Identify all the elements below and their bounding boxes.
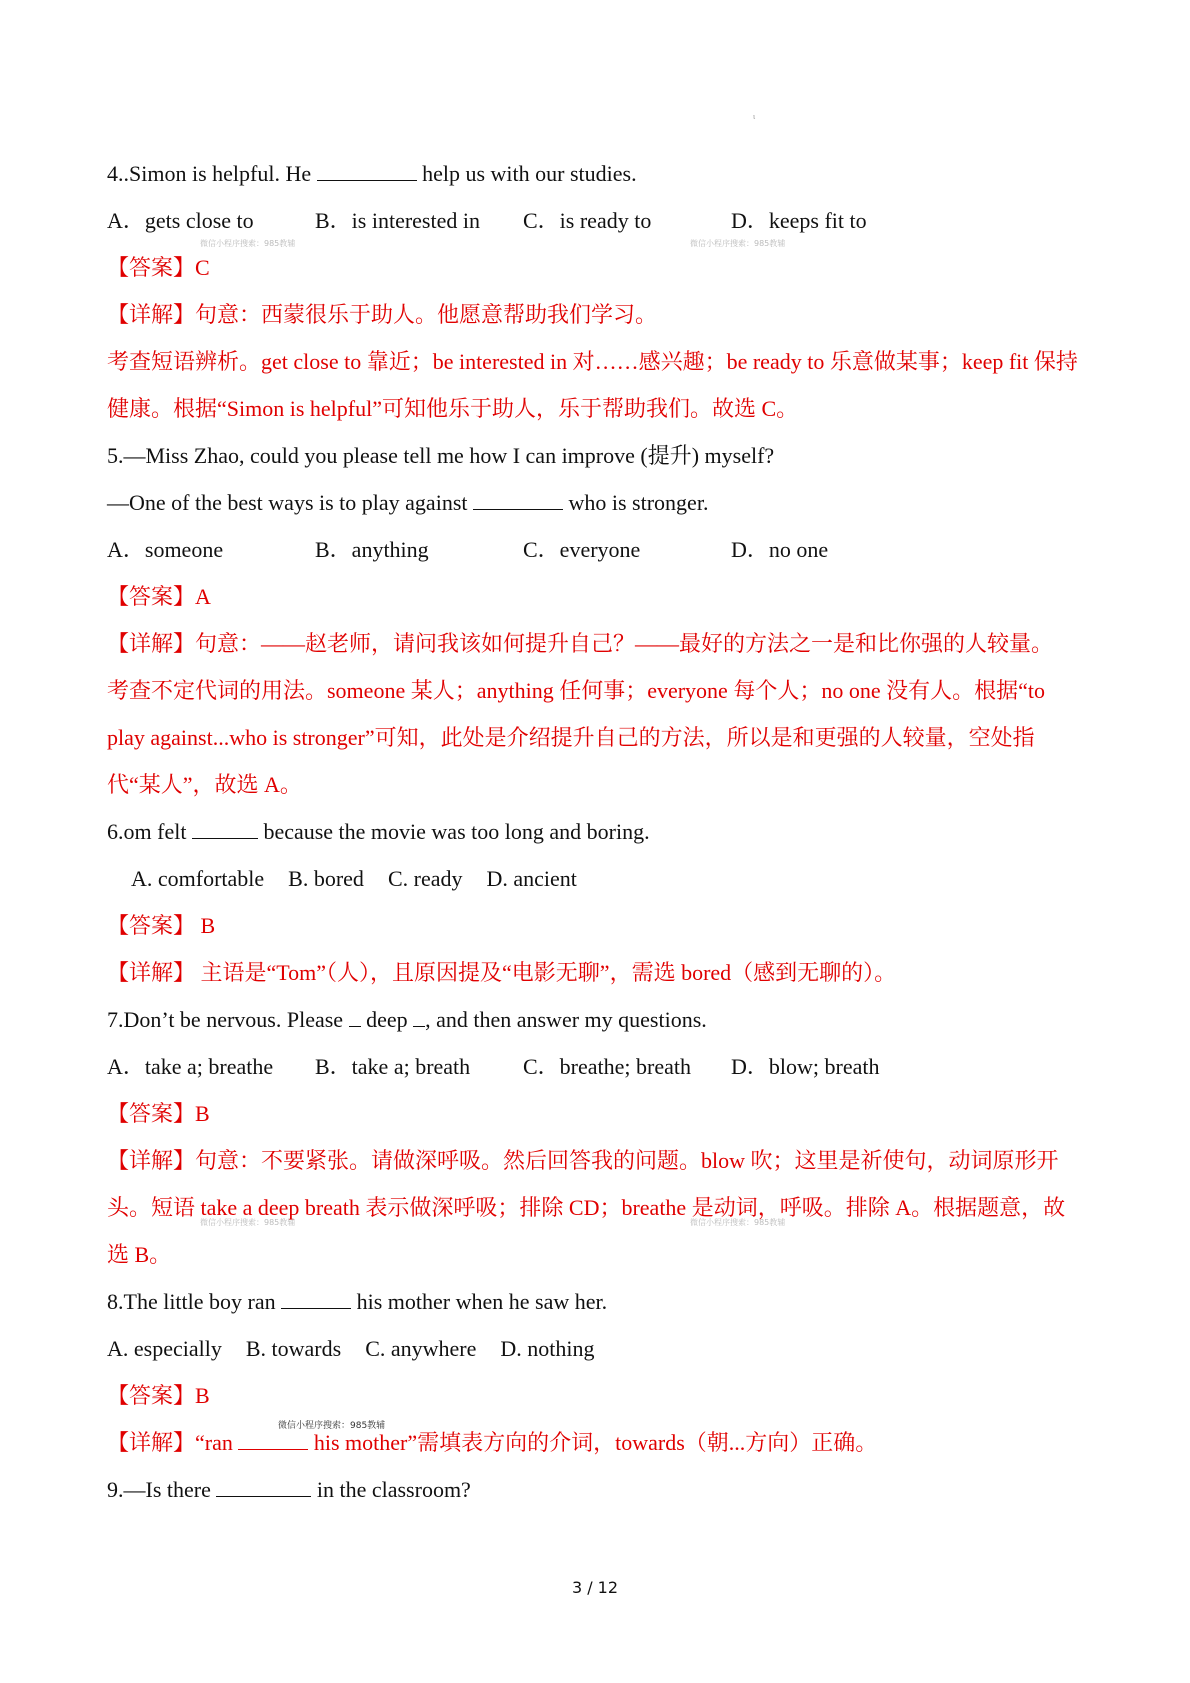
q5-stem-reply: —One of the best ways is to play against who is stronger. xyxy=(107,490,709,515)
answer-blank xyxy=(192,820,258,839)
q6-answer: 【答案】 B xyxy=(107,913,216,938)
option-b: B. bored xyxy=(288,866,364,891)
answer-blank xyxy=(281,1290,351,1309)
q4-answer: 【答案】C xyxy=(107,255,210,280)
scan-mark: ι xyxy=(753,112,756,121)
option-d: D．blow; breath xyxy=(731,1054,880,1079)
option-a: A. comfortable xyxy=(131,866,265,891)
option-d: D．keeps fit to xyxy=(731,208,867,233)
option-d: D. ancient xyxy=(486,866,577,891)
q6-detail: 【详解】 主语是“Tom”（人），且原因提及“电影无聊”，需选 bored（感到无聊的）。 xyxy=(107,960,897,985)
q4-options xyxy=(107,197,1087,244)
q7-options xyxy=(107,1043,1087,1090)
q8-detail: 【详解】“ran his mother”需填表方向的介词，towards（朝...方向）正确。 xyxy=(107,1430,878,1455)
option-c: C. anywhere xyxy=(365,1336,477,1361)
q5-analysis: 考查不定代词的用法。someone 某人；anything 任何事；everyone 每个人；no one 没有人。根据“to play against...who is stronger”可知，此处是介绍提升自己的方法，所以是和更强的人较量，空处指代“某人”，故选 A。 xyxy=(107,678,1045,797)
q5-options xyxy=(107,526,1087,573)
q6-options xyxy=(107,855,1087,902)
option-b: B．take a; breath xyxy=(315,1054,471,1079)
option-b: B．anything xyxy=(315,537,429,562)
q6-stem: 6.om felt because the movie was too long and boring. xyxy=(107,819,650,844)
q4-analysis: 考查短语辨析。get close to 靠近；be interested in 对……感兴趣；be ready to 乐意做某事；keep fit 保持健康。根据“Simon is helpful”可知他乐于助人，乐于帮助我们。故选 C。 xyxy=(107,349,1078,421)
answer-blank xyxy=(349,1008,361,1027)
question-content xyxy=(107,150,1087,1513)
answer-blank xyxy=(317,162,417,181)
q7-stem: 7.Don’t be nervous. Please deep , and then answer my questions. xyxy=(107,1007,707,1032)
answer-blank xyxy=(413,1008,425,1027)
watermark: 微信小程序搜索：985教辅 xyxy=(200,1218,296,1227)
q8-stem: 8.The little boy ran his mother when he saw her. xyxy=(107,1289,608,1314)
watermark: 微信小程序搜索：985教辅 xyxy=(278,1421,386,1431)
q8-answer: 【答案】B xyxy=(107,1383,210,1408)
option-c: C. ready xyxy=(387,866,463,891)
option-c: C．breathe; breath xyxy=(523,1054,691,1079)
watermark: 微信小程序搜索：985教辅 xyxy=(200,239,296,248)
q7-answer: 【答案】B xyxy=(107,1101,210,1126)
watermark: 微信小程序搜索：985教辅 xyxy=(690,239,786,248)
q5-detail: 【详解】句意：——赵老师，请问我该如何提升自己？——最好的方法之一是和比你强的人较量。 xyxy=(107,631,1054,656)
option-d: D. nothing xyxy=(500,1336,595,1361)
option-d: D．no one xyxy=(731,537,829,562)
option-a: A．someone xyxy=(107,537,224,562)
q4-detail: 【详解】句意：西蒙很乐于助人。他愿意帮助我们学习。 xyxy=(107,302,658,327)
q5-stem: 5.—Miss Zhao, could you please tell me how I can improve (提升) myself? xyxy=(107,443,775,468)
q9-stem: 9.—Is there in the classroom? xyxy=(107,1477,471,1502)
q7-detail: 【详解】句意：不要紧张。请做深呼吸。然后回答我的问题。blow 吹；这里是祈使句，动词原形开头。短语 take a deep breath 表示做深呼吸；排除 CD；breathe 是动词，呼吸。排除 A。根据题意，故选 B。 xyxy=(107,1148,1066,1267)
q8-options xyxy=(107,1325,1087,1372)
option-c: C．everyone xyxy=(523,537,641,562)
option-a: A. especially xyxy=(107,1336,222,1361)
answer-blank xyxy=(473,491,563,510)
answer-blank xyxy=(216,1478,311,1497)
page-number: 3 / 12 xyxy=(571,1578,619,1597)
option-b: B. towards xyxy=(245,1336,342,1361)
option-a: A．take a; breathe xyxy=(107,1054,274,1079)
q5-answer: 【答案】A xyxy=(107,584,211,609)
answer-blank xyxy=(238,1431,308,1450)
option-c: C．is ready to xyxy=(523,208,652,233)
watermark: 微信小程序搜索：985教辅 xyxy=(690,1218,786,1227)
option-a: A．gets close to xyxy=(107,208,254,233)
q4-stem: 4..Simon is helpful. He help us with our studies. xyxy=(107,161,637,186)
option-b: B．is interested in xyxy=(315,208,480,233)
